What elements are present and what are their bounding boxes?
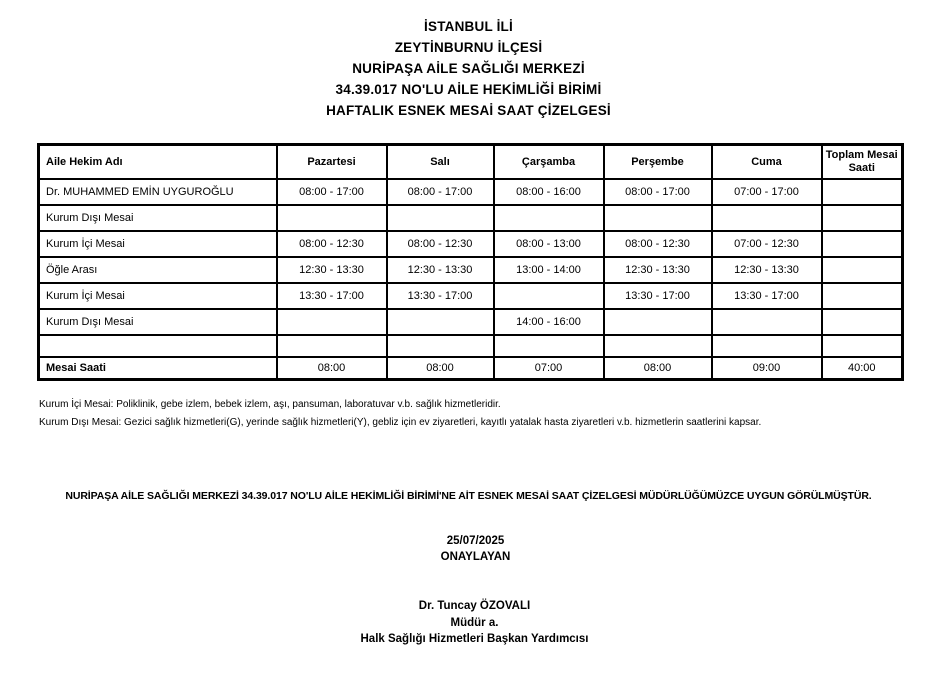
- schedule-cell: 08:00 - 12:30: [387, 231, 494, 257]
- schedule-cell: [712, 309, 822, 335]
- header-tuesday: Salı: [387, 145, 494, 179]
- total-hours-cell: 08:00: [387, 357, 494, 380]
- schedule-cell: [822, 257, 903, 283]
- approval-date: 25/07/2025: [446, 535, 505, 547]
- schedule-cell: 08:00 - 12:30: [604, 231, 712, 257]
- empty-cell: [494, 335, 604, 357]
- empty-cell: [822, 335, 903, 357]
- signer-title-position: Halk Sağlığı Hizmetleri Başkan Yardımcısı: [360, 633, 589, 645]
- title-unit: 34.39.017 NO'LU AİLE HEKİMLİĞİ BİRİMİ: [335, 82, 602, 97]
- total-hours-cell: 08:00: [277, 357, 387, 380]
- row-label-cell: Öğle Arası: [39, 257, 277, 283]
- signer-title-acting: Müdür a.: [450, 616, 499, 629]
- schedule-cell: 08:00 - 17:00: [604, 179, 712, 205]
- row-label-cell: Kurum Dışı Mesai: [39, 309, 277, 335]
- approval-statement: NURİPAŞA AİLE SAĞLIĞI MERKEZİ 34.39.017 NO'LU AİLE HEKİMLİĞİ BİRİMİ'NE AİT ESNEK MESAİ SAAT ÇİZELGESİ MÜDÜRLÜĞÜMÜZCE UYGUN GÖRÜLMÜŞTÜR.: [65, 490, 872, 502]
- schedule-cell: 13:30 - 17:00: [277, 283, 387, 309]
- table-row-out-of-office-2: [39, 309, 903, 335]
- header-friday: Cuma: [712, 145, 822, 179]
- schedule-cell: [604, 205, 712, 231]
- total-hours-cell: 07:00: [494, 357, 604, 380]
- header-doctor-name: Aile Hekim Adı: [39, 145, 277, 179]
- table-row-doctor: [39, 179, 903, 205]
- table-row-in-office-1: [39, 231, 903, 257]
- schedule-cell: [822, 231, 903, 257]
- header-thursday: Perşembe: [604, 145, 712, 179]
- schedule-cell: 13:00 - 14:00: [494, 257, 604, 283]
- schedule-cell: [277, 309, 387, 335]
- schedule-cell: 08:00 - 13:00: [494, 231, 604, 257]
- title-province: İSTANBUL İLİ: [424, 19, 513, 34]
- approval-date-block: [0, 533, 937, 565]
- signer-name: Dr. Tuncay ÖZOVALI: [418, 600, 531, 612]
- schedule-cell: 08:00 - 17:00: [277, 179, 387, 205]
- footnotes-block: [39, 396, 937, 432]
- doctor-name-cell: Dr. MUHAMMED EMİN UYGUROĞLU: [39, 179, 277, 205]
- footnote-in-office-definition: Kurum İçi Mesai: Poliklinik, gebe izlem, bebek izlem, aşı, pansuman, laboratuvar v.b. sağlık hizmetleridir.: [39, 399, 501, 410]
- schedule-cell: 12:30 - 13:30: [387, 257, 494, 283]
- schedule-cell: [494, 205, 604, 231]
- schedule-cell: [822, 179, 903, 205]
- schedule-cell: [387, 205, 494, 231]
- total-hours-cell: 09:00: [712, 357, 822, 380]
- schedule-cell: 12:30 - 13:30: [604, 257, 712, 283]
- row-label-cell: Kurum İçi Mesai: [39, 231, 277, 257]
- schedule-cell: 12:30 - 13:30: [712, 257, 822, 283]
- empty-cell: [387, 335, 494, 357]
- empty-cell: [39, 335, 277, 357]
- table-row-in-office-2: [39, 283, 903, 309]
- header-monday: Pazartesi: [277, 145, 387, 179]
- schedule-cell: 07:00 - 12:30: [712, 231, 822, 257]
- title-schedule-name: HAFTALIK ESNEK MESAİ SAAT ÇİZELGESİ: [326, 103, 611, 118]
- schedule-cell: 12:30 - 13:30: [277, 257, 387, 283]
- schedule-cell: 13:30 - 17:00: [387, 283, 494, 309]
- schedule-cell: 13:30 - 17:00: [604, 283, 712, 309]
- schedule-cell: 07:00 - 17:00: [712, 179, 822, 205]
- title-district: ZEYTİNBURNU İLÇESİ: [394, 40, 543, 55]
- weekly-schedule-table: [37, 143, 904, 381]
- total-hours-cell: 08:00: [604, 357, 712, 380]
- footnote-out-of-office-definition: Kurum Dışı Mesai: Gezici sağlık hizmetleri(G), yerinde sağlık hizmetleri(Y), gebliz için ev ziyaretleri, kayıtlı yatalak hasta ziyaretleri v.b. hizmetlerin saatlerini kapsar.: [39, 417, 762, 428]
- table-header-row: [39, 145, 903, 179]
- approval-label: ONAYLAYAN: [440, 551, 511, 563]
- empty-cell: [604, 335, 712, 357]
- table-row-lunch-break: [39, 257, 903, 283]
- schedule-cell: 08:00 - 12:30: [277, 231, 387, 257]
- row-label-cell: Kurum Dışı Mesai: [39, 205, 277, 231]
- total-hours-cell: 40:00: [822, 357, 903, 380]
- table-row-out-of-office-1: [39, 205, 903, 231]
- schedule-cell: 08:00 - 17:00: [387, 179, 494, 205]
- empty-cell: [277, 335, 387, 357]
- header-total-hours: Toplam Mesai Saati: [822, 145, 903, 179]
- table-row-total-hours: [39, 357, 903, 380]
- schedule-cell: [387, 309, 494, 335]
- title-health-center: NURİPAŞA AİLE SAĞLIĞI MERKEZİ: [352, 61, 585, 76]
- schedule-cell: [494, 283, 604, 309]
- schedule-cell: [712, 205, 822, 231]
- schedule-cell: [277, 205, 387, 231]
- schedule-cell: 13:30 - 17:00: [712, 283, 822, 309]
- document-title-block: [0, 0, 937, 121]
- schedule-cell: [604, 309, 712, 335]
- schedule-cell: [822, 205, 903, 231]
- row-label-cell: Kurum İçi Mesai: [39, 283, 277, 309]
- schedule-cell: [822, 309, 903, 335]
- header-wednesday: Çarşamba: [494, 145, 604, 179]
- schedule-cell: 14:00 - 16:00: [494, 309, 604, 335]
- signature-block: [0, 598, 937, 648]
- table-row-spacer: [39, 335, 903, 357]
- total-hours-label: Mesai Saati: [39, 357, 277, 380]
- schedule-cell: 08:00 - 16:00: [494, 179, 604, 205]
- schedule-cell: [822, 283, 903, 309]
- empty-cell: [712, 335, 822, 357]
